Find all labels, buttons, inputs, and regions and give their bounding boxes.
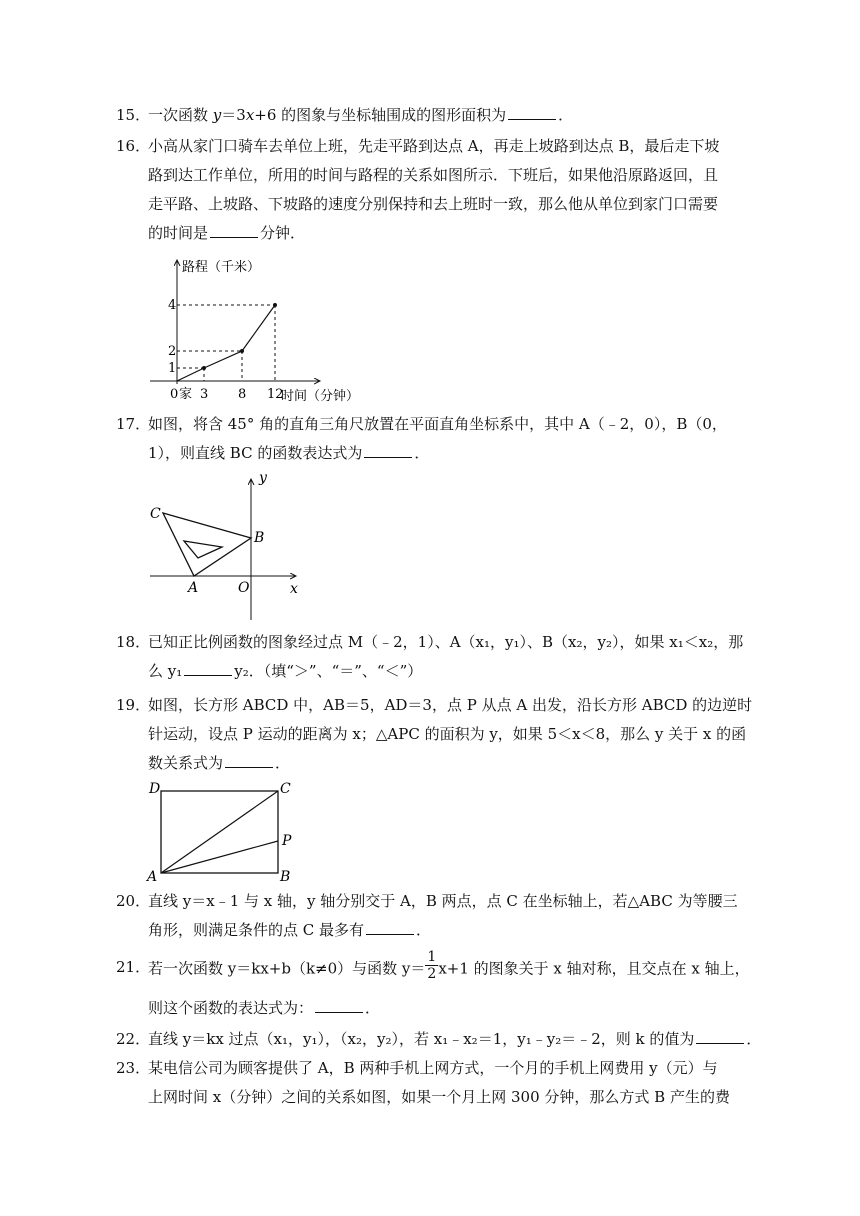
q15-var-y: y xyxy=(212,106,222,124)
label-a: A xyxy=(147,869,158,885)
label-o: O xyxy=(238,580,250,596)
q15-text-e: +6 的图象与坐标轴围成的图形面积为 xyxy=(254,106,507,124)
q22-number: 22． xyxy=(116,1030,151,1048)
origin-label: 0 xyxy=(170,387,179,402)
label-d: D xyxy=(149,781,161,797)
segment-ap xyxy=(161,841,278,873)
distance-time-line xyxy=(177,305,275,381)
q21-number: 21． xyxy=(116,958,151,976)
q16-line-2: 路到达工作单位，所用的时间与路程的关系如图所示．下班后，如果他沿原路返回，且 xyxy=(148,166,719,184)
q16-line-1: 小高从家门口骑车去单位上班，先走平路到达点 A，再走上坡路到达点 B，最后走下坡 xyxy=(148,137,720,155)
answer-blank[interactable] xyxy=(508,105,556,120)
point-end xyxy=(273,303,277,307)
q20-line-2-b: ． xyxy=(416,921,432,939)
q15-text-a: 一次函数 xyxy=(148,106,213,124)
answer-blank[interactable] xyxy=(366,920,414,935)
y-tick-2: 2 xyxy=(168,344,177,359)
x-tick-3: 3 xyxy=(200,387,209,402)
q19-line-3 xyxy=(148,753,290,773)
q18-line-1: 已知正比例函数的图象经过点 M（﹣2，1）、A（x₁，y₁）、B（x₂，y₂），如果 x₁＜x₂，那 xyxy=(148,633,744,651)
y-label: y xyxy=(259,470,267,486)
q23-line-2: 上网时间 x（分钟）之间的关系如图，如果一个月上网 300 分钟，那么方式 B 产生的费 xyxy=(148,1088,730,1106)
label-p: P xyxy=(282,833,292,849)
answer-blank[interactable] xyxy=(210,223,258,238)
fraction-one-half xyxy=(425,949,438,982)
q19-line-2: 针运动，设点 P 运动的距离为 x；△APC 的面积为 y，如果 5＜x＜8，那么 y 关于 x 的函 xyxy=(148,725,747,743)
y-tick-1: 1 xyxy=(168,361,177,376)
point-b xyxy=(240,349,244,353)
q21-line-2 xyxy=(148,998,380,1018)
fraction-denominator: 2 xyxy=(427,966,437,982)
q22-line-1-b: ． xyxy=(746,1030,762,1048)
q17-line-2-a: 1），则直线 BC 的函数表达式为 xyxy=(148,444,363,462)
answer-blank[interactable] xyxy=(225,753,273,768)
q18-line-2-b: y₂．（填“＞”、“＝”、“＜”） xyxy=(234,662,423,680)
q16-figure xyxy=(140,252,360,407)
x-axis-label: 时间（分钟） xyxy=(281,389,360,404)
q16-line-4 xyxy=(148,223,305,243)
q15-text-f: ． xyxy=(558,106,574,124)
answer-blank[interactable] xyxy=(315,998,363,1013)
dashed-guides xyxy=(177,305,275,381)
answer-blank[interactable] xyxy=(364,443,412,458)
label-c: C xyxy=(280,781,291,797)
home-label: 家 xyxy=(179,387,193,402)
q19-number: 19． xyxy=(116,696,151,714)
label-c: C xyxy=(150,506,161,522)
q19-line-3-a: 数关系式为 xyxy=(148,754,224,772)
q15-var-x: x xyxy=(245,106,255,124)
fraction-numerator: 1 xyxy=(427,949,437,965)
y-axis-label: 路程（千米） xyxy=(182,260,261,275)
q22-line-1-a: 直线 y＝kx 过点（x₁，y₁），（x₂，y₂），若 x₁﹣x₂＝1，y₁﹣y₂＝﹣2，则 k 的值为 xyxy=(148,1030,695,1048)
q17-line-2-b: ． xyxy=(414,444,430,462)
q21-line-1 xyxy=(148,949,750,982)
q18-number: 18． xyxy=(116,633,151,651)
q20-line-2-a: 角形，则满足条件的点 C 最多有 xyxy=(148,921,365,939)
q17-figure xyxy=(140,465,310,625)
x-label: x xyxy=(290,581,298,597)
y-tick-4: 4 xyxy=(168,298,177,313)
label-a: A xyxy=(188,580,199,596)
q16-number: 16． xyxy=(116,137,151,155)
q15-text xyxy=(148,105,573,125)
segment-ac xyxy=(161,791,278,873)
q15-text-c: ＝3 xyxy=(221,106,246,124)
q21-line-2-a: 则这个函数的表达式为： xyxy=(148,999,314,1017)
q17-line-2 xyxy=(148,443,429,463)
q23-line-1: 某电信公司为顾客提供了 A，B 两种手机上网方式，一个月的手机上网费用 y（元）与 xyxy=(148,1059,718,1077)
q19-line-1: 如图，长方形 ABCD 中，AB＝5，AD＝3，点 P 从点 A 出发，沿长方形 ABCD 的边逆时 xyxy=(148,696,753,714)
label-b: B xyxy=(280,869,291,885)
q21-line-1-b: x+1 的图象关于 x 轴对称，且交点在 x 轴上， xyxy=(438,959,750,978)
q20-line-1: 直线 y＝x﹣1 与 x 轴，y 轴分别交于 A，B 两点，点 C 在坐标轴上，若△ABC 为等腰三 xyxy=(148,892,738,910)
q18-line-2 xyxy=(148,661,422,681)
answer-blank[interactable] xyxy=(696,1029,744,1044)
q16-line-4-a: 的时间是 xyxy=(148,224,209,242)
q17-line-1: 如图，将含 45° 角的直角三角尺放置在平面直角坐标系中，其中 A（﹣2，0），B（0， xyxy=(148,415,727,433)
x-tick-8: 8 xyxy=(238,387,247,402)
q21-line-1-a: 若一次函数 y＝kx+b（k≠0）与函数 y＝ xyxy=(148,959,426,978)
q19-figure xyxy=(140,775,310,885)
q20-number: 20． xyxy=(116,892,151,910)
x-tick-12: 12 xyxy=(267,387,284,402)
triangle-ruler-inner xyxy=(184,541,222,558)
label-b: B xyxy=(254,530,265,546)
q16-line-3: 走平路、上坡路、下坡路的速度分别保持和去上班时一致，那么他从单位到家门口需要 xyxy=(148,195,719,213)
q15-number: 15． xyxy=(116,106,151,124)
q22-line-1 xyxy=(148,1029,761,1049)
q23-number: 23． xyxy=(116,1059,151,1077)
q21-line-2-b: ． xyxy=(365,999,381,1017)
q17-number: 17． xyxy=(116,415,151,433)
q20-line-2 xyxy=(148,920,431,940)
point-a xyxy=(202,366,206,370)
q19-line-3-b: ． xyxy=(275,754,291,772)
answer-blank[interactable] xyxy=(184,661,232,676)
q16-line-4-b: 分钟． xyxy=(260,224,306,242)
q18-line-2-a: 么 y₁ xyxy=(148,662,183,680)
